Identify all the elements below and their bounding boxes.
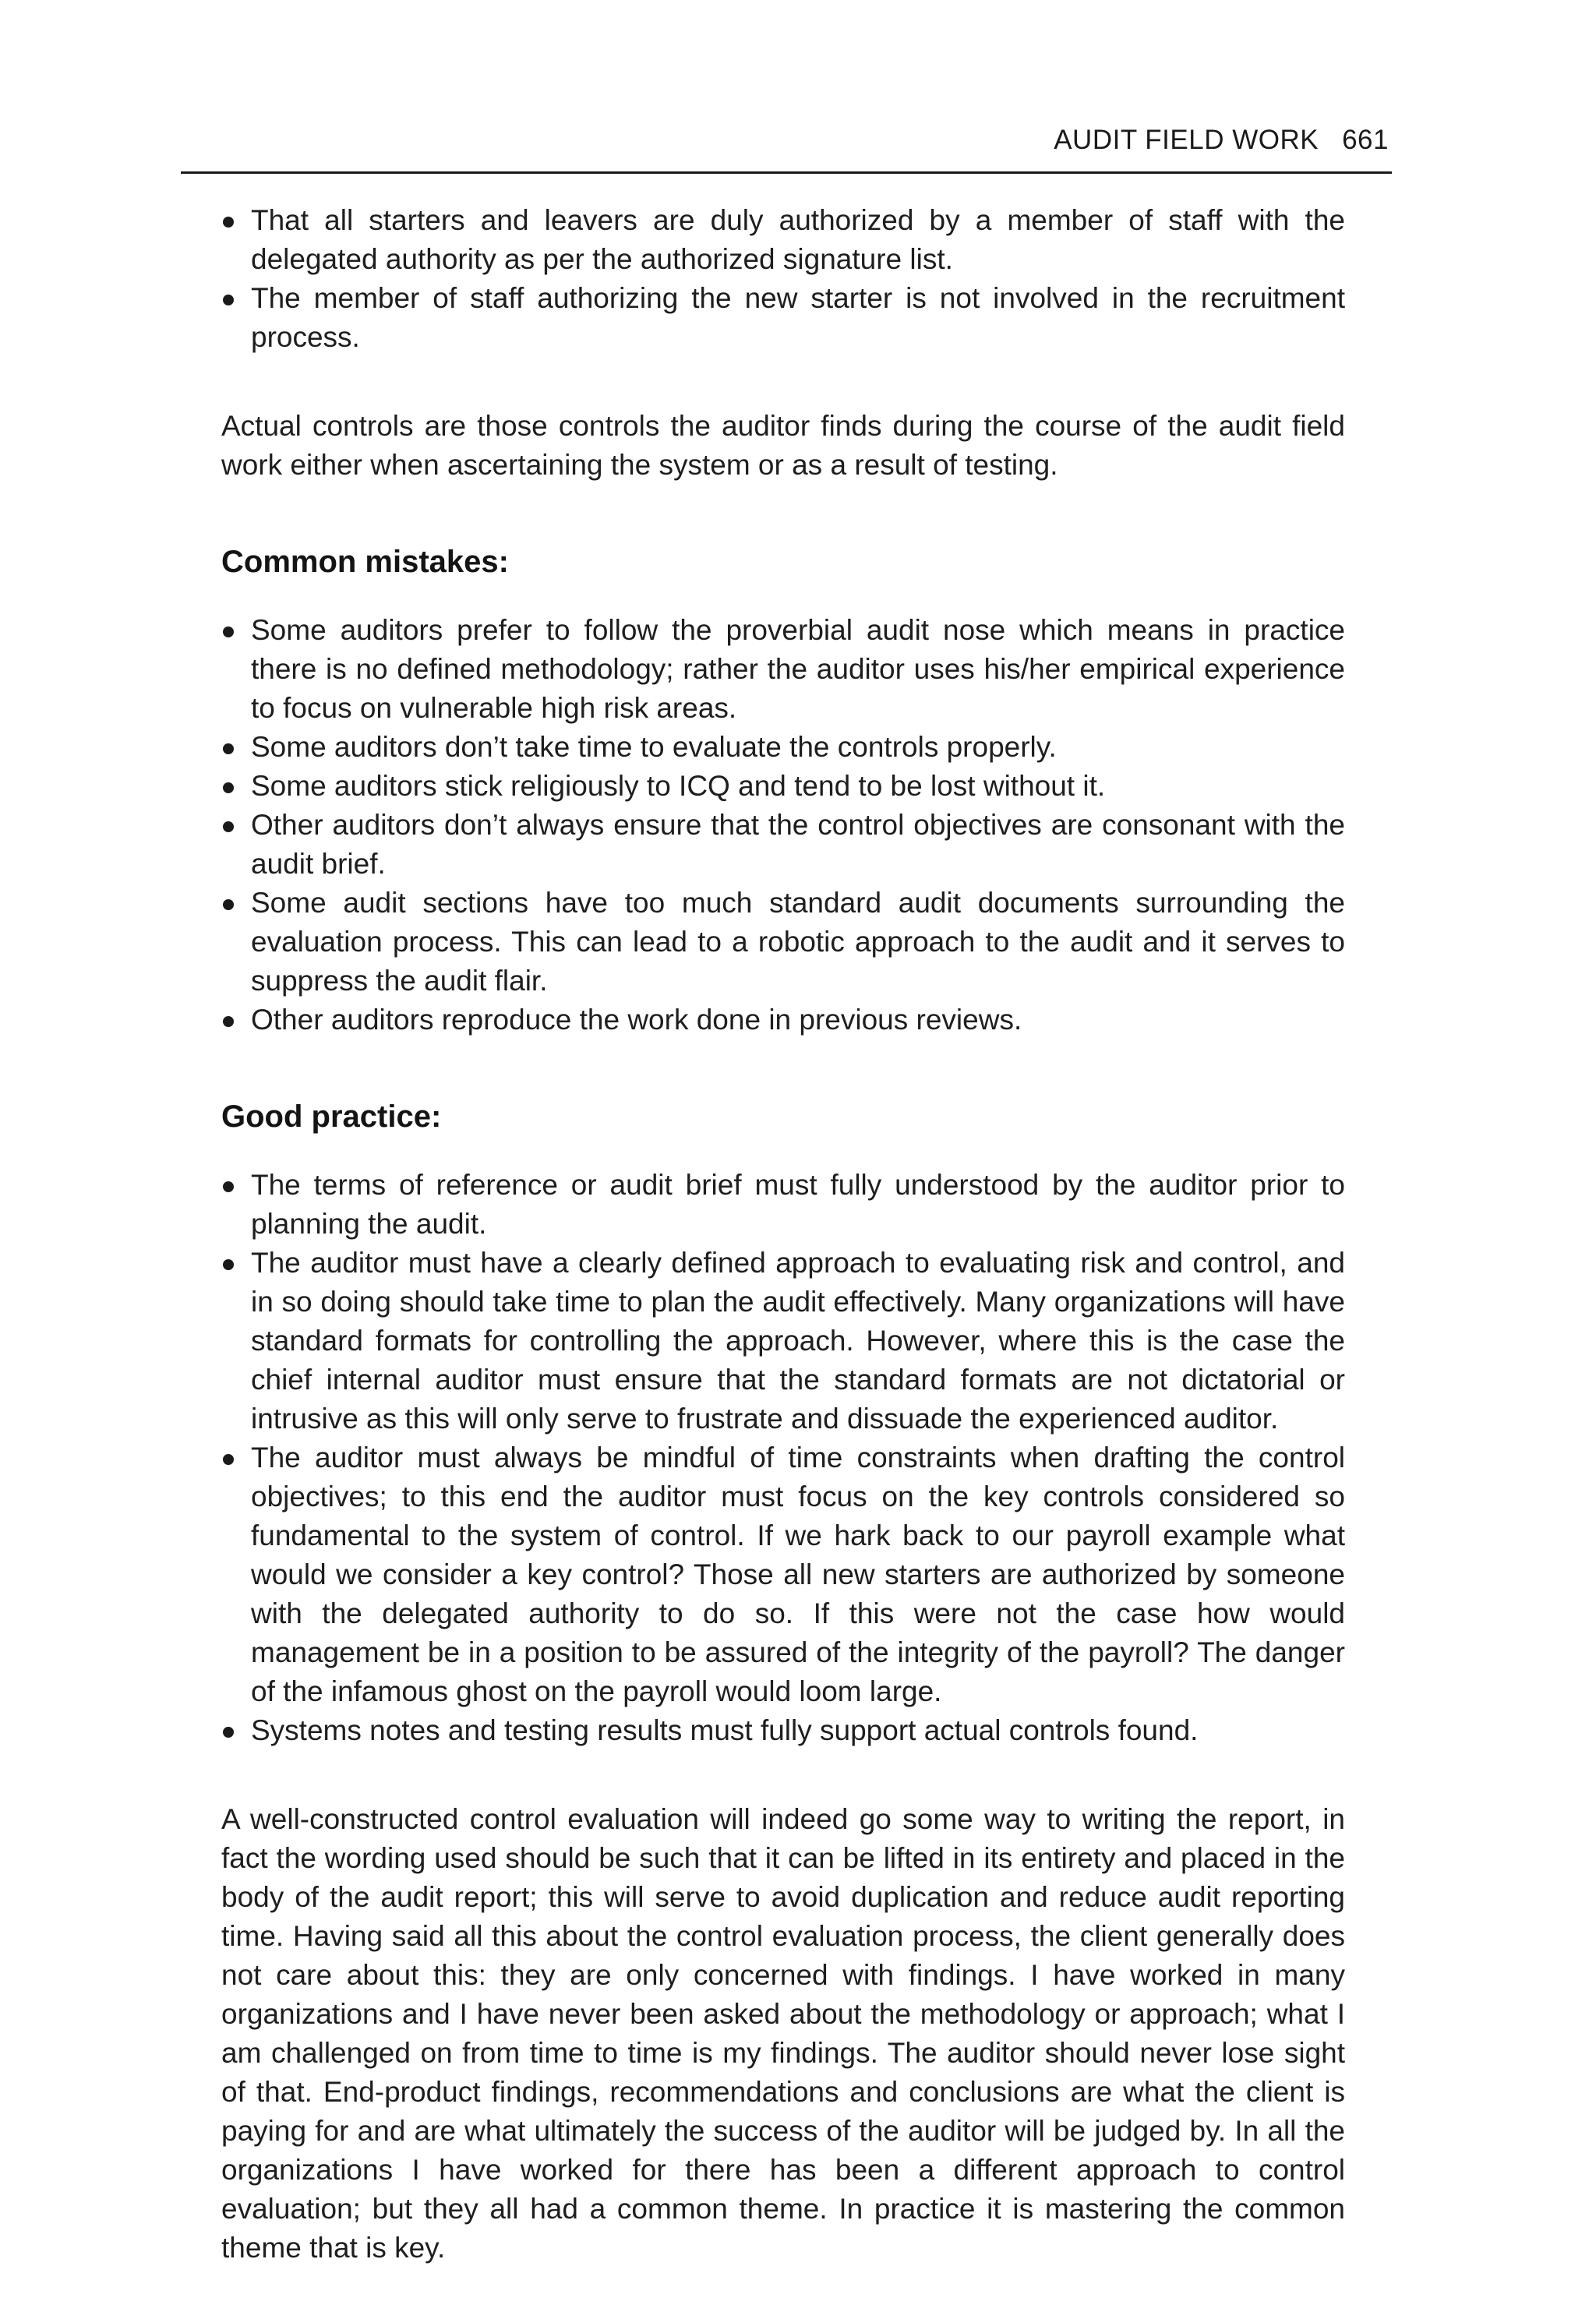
list-item [221, 279, 1345, 357]
list-item-text: Some audit sections have too much standard audit documents surrounding the evaluation process. This can lead to a robotic approach to the audit and it serves to suppress the audit flair. [251, 887, 1345, 997]
list-item [221, 611, 1345, 728]
list-item [221, 1001, 1345, 1039]
list-item-text: The auditor must have a clearly defined approach to evaluating risk and control, and in so doing should take time to plan the audit effectively. Many organizations will have standard formats for controlling the approach. However, where this is the case the chief internal auditor must ensure that the standard formats are not dictatorial or intrusive as this will only serve to frustrate and dissuade the experienced auditor. [251, 1247, 1345, 1435]
intro-bullet-list [221, 201, 1345, 357]
list-item-text: Some auditors don’t take time to evaluate the controls properly. [251, 731, 1057, 763]
bullet-icon [223, 782, 234, 793]
common-mistakes-list [221, 611, 1345, 1039]
bullet-icon [223, 743, 234, 754]
bullet-icon [223, 1454, 234, 1465]
list-item-text: Other auditors reproduce the work done in previous reviews. [251, 1004, 1022, 1036]
list-item-text: Some auditors prefer to follow the proverbial audit nose which means in practice there is no defined methodology; rather the auditor uses his/her empirical experience to focus on vulnerable high risk areas. [251, 614, 1345, 724]
bullet-icon [223, 217, 234, 228]
list-item [221, 806, 1345, 884]
list-item [221, 767, 1345, 806]
bullet-icon [223, 627, 234, 637]
list-item [221, 1244, 1345, 1438]
list-item [221, 728, 1345, 767]
list-item-text: The member of staff authorizing the new starter is not involved in the recruitment process. [251, 282, 1345, 353]
running-header [181, 123, 1392, 174]
bullet-icon [223, 1016, 234, 1027]
bullet-icon [223, 295, 234, 305]
bullet-icon [223, 899, 234, 910]
bullet-icon [223, 1259, 234, 1270]
list-item [221, 1711, 1345, 1750]
list-item-text: Other auditors don’t always ensure that the control objectives are consonant with the audit brief. [251, 809, 1345, 880]
good-practice-list [221, 1166, 1345, 1750]
bullet-icon [223, 1181, 234, 1192]
header-title: AUDIT FIELD WORK [1054, 125, 1319, 155]
page-body [221, 201, 1345, 2268]
list-item-text: Systems notes and testing results must fully support actual controls found. [251, 1714, 1199, 1746]
list-item [221, 1438, 1345, 1711]
good-practice-heading: Good practice: [221, 1099, 442, 1134]
actual-controls-paragraph: Actual controls are those controls the auditor finds during the course of the audit field work either when ascertaining the system or as a result of testing. [221, 410, 1345, 481]
list-item-text: The terms of reference or audit brief must fully understood by the auditor prior to planning the audit. [251, 1169, 1345, 1240]
header-text [1054, 123, 1389, 157]
bullet-icon [223, 1727, 234, 1738]
page-number: 661 [1342, 125, 1389, 155]
common-mistakes-heading: Common mistakes: [221, 545, 509, 579]
list-item-text: That all starters and leavers are duly authorized by a member of staff with the delegated authority as per the authorized signature list. [251, 204, 1345, 275]
list-item-text: Some auditors stick religiously to ICQ and tend to be lost without it. [251, 770, 1106, 802]
list-item [221, 201, 1345, 279]
closing-paragraph: A well-constructed control evaluation will indeed go some way to writing the report, in fact the wording used should be such that it can be lifted in its entirety and placed in the body of the audit report; this will serve to avoid duplication and reduce audit reporting time. Having said all this about the control evaluation process, the client generally does not care about this: they are only concerned with findings. I have worked in many organizations and I have never been asked about the methodology or approach; what I am challenged on from time to time is my findings. The auditor should never lose sight of that. End-product findings, recommendations and conclusions are what the client is paying for and are what ultimately the success of the auditor will be judged by. In all the organizations I have worked for there has been a different approach to control evaluation; but they all had a common theme. In practice it is mastering the common theme that is key. [221, 1803, 1345, 2264]
list-item-text: The auditor must always be mindful of time constraints when drafting the control objectives; to this end the auditor must focus on the key controls considered so fundamental to the system of control. If we hark back to our payroll example what would we consider a key control? Those all new starters are authorized by someone with the delegated authority to do so. If this were not the case how would management be in a position to be assured of the integrity of the payroll? The danger of the infamous ghost on the payroll would loom large. [251, 1442, 1345, 1707]
list-item [221, 1166, 1345, 1244]
bullet-icon [223, 821, 234, 832]
list-item [221, 884, 1345, 1001]
